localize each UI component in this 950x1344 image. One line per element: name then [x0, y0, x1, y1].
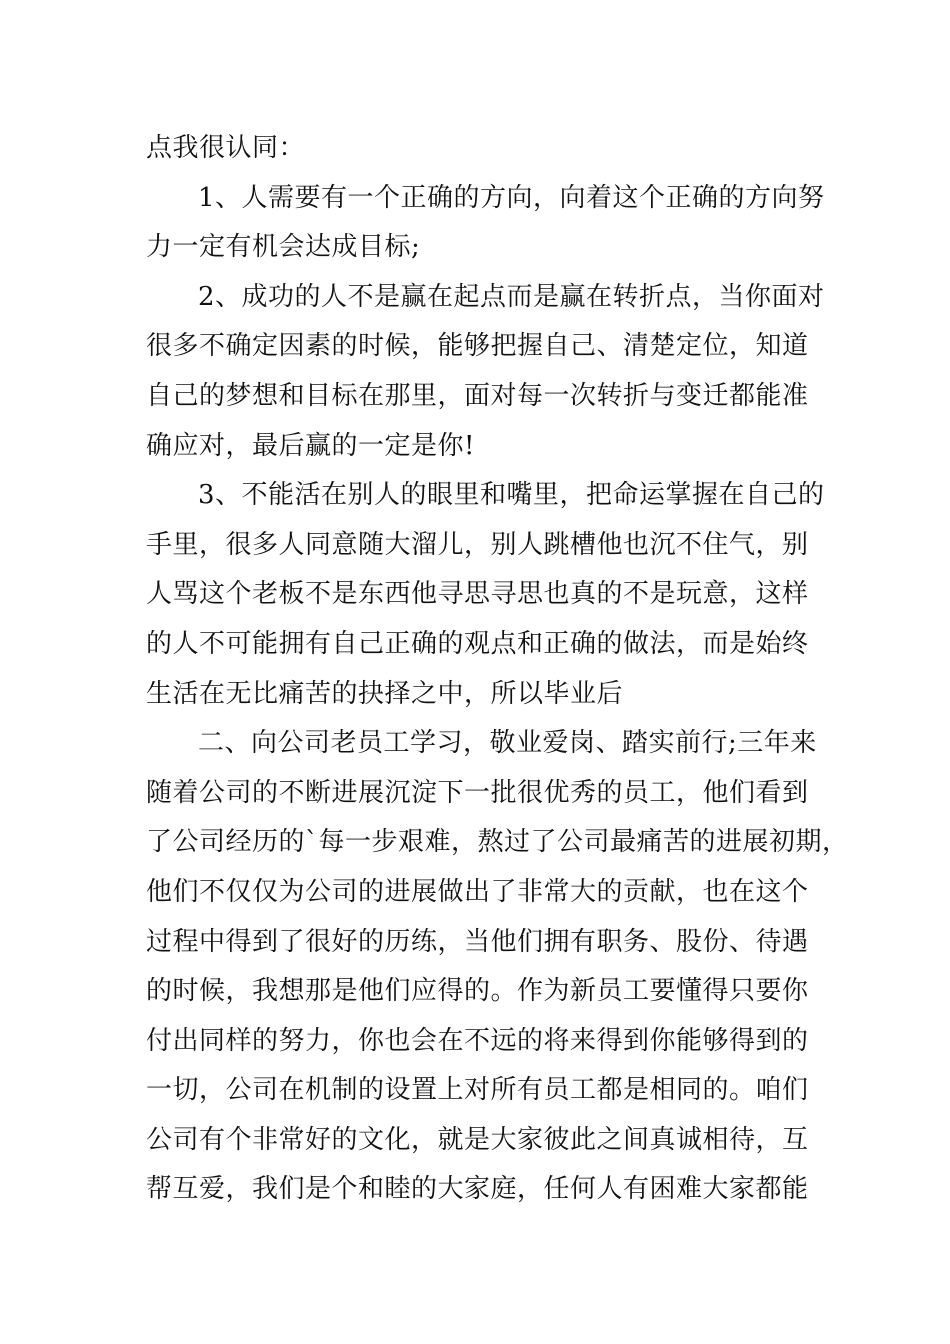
document-body — [146, 124, 849, 1215]
text-line: 公司有个非常好的文化，就是大家彼此之间真诚相待，互 — [146, 1124, 809, 1155]
text-line: 3、不能活在别人的眼里和嘴里，把命运掌握在自己的 — [198, 480, 825, 511]
text-line: 付出同样的努力，你也会在不远的将来得到你能够得到的 — [146, 1025, 809, 1056]
text-line: 自己的梦想和目标在那里，面对每一次转折与变迁都能准 — [146, 380, 809, 411]
text-line: 帮互爱，我们是个和睦的大家庭，任何人有困难大家都能 — [146, 1174, 809, 1205]
text-line: 点我很认同： — [146, 133, 306, 163]
text-line: 2、成功的人不是赢在起点而是赢在转折点，当你面对 — [198, 281, 825, 312]
text-line: 二、向公司老员工学习，敬业爱岗、踏实前行;三年来 — [198, 728, 817, 759]
text-line: 一切，公司在机制的设置上对所有员工都是相同的。咱们 — [146, 1075, 809, 1106]
text-line: 人骂这个老板不是东西他寻思寻思也真的不是玩意，这样 — [146, 579, 809, 610]
text-line: 生活在无比痛苦的抉择之中，所以毕业后 — [146, 678, 624, 709]
text-line: 过程中得到了很好的历练，当他们拥有职务、股份、待遇 — [146, 926, 809, 957]
text-line: 他们不仅仅为公司的进展做出了非常大的贡献，也在这个 — [146, 876, 809, 907]
text-line: 1、人需要有一个正确的方向，向着这个正确的方向努 — [198, 182, 825, 213]
text-line: 的时候，我想那是他们应得的。作为新员工要懂得只要你 — [146, 976, 809, 1007]
text-line: 很多不确定因素的时候，能够把握自己、清楚定位，知道 — [146, 331, 809, 362]
text-line: 手里，很多人同意随大溜儿，别人跳槽他也沉不住气，别 — [146, 529, 809, 560]
text-line: 力一定有机会达成目标; — [146, 232, 421, 263]
text-line: 随着公司的不断进展沉淀下一批很优秀的员工，他们看到 — [146, 777, 809, 808]
text-line: 了公司经历的`每一步艰难，熬过了公司最痛苦的进展初期， — [146, 827, 849, 858]
text-line: 的人不可能拥有自己正确的观点和正确的做法，而是始终 — [146, 628, 809, 659]
text-line: 确应对，最后赢的一定是你! — [146, 430, 475, 461]
